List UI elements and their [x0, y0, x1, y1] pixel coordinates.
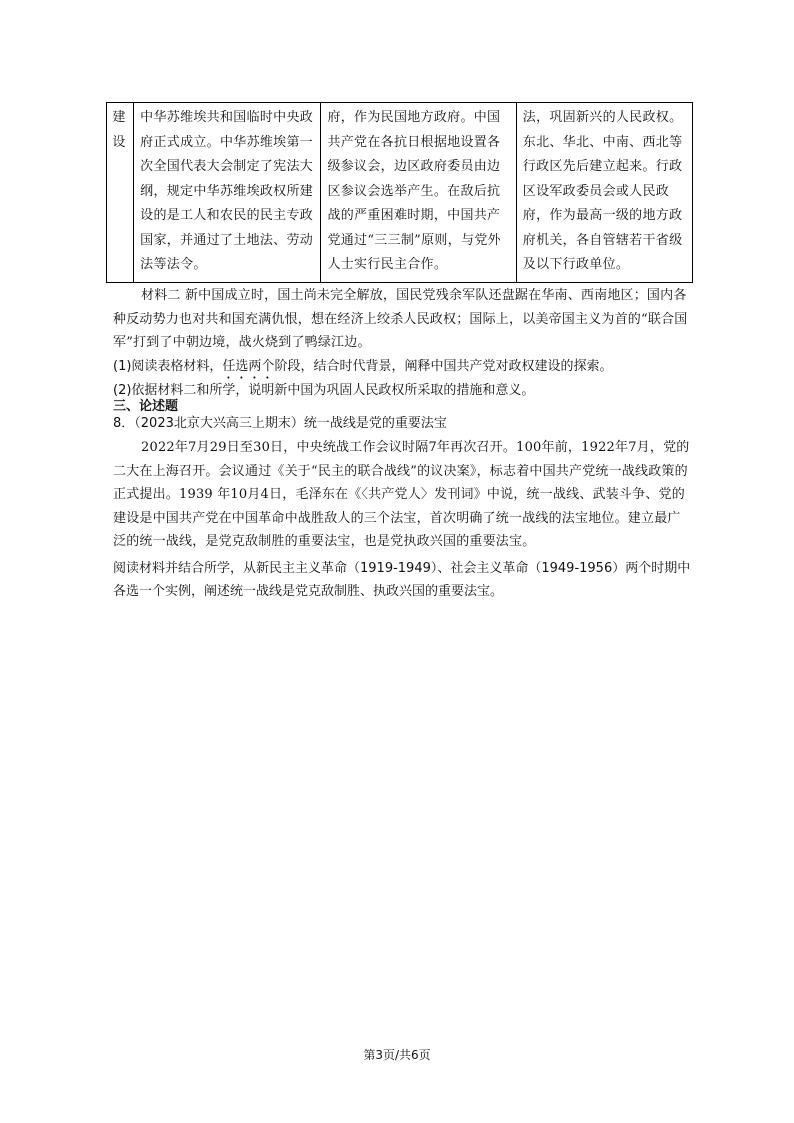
- material-table: [106, 102, 693, 283]
- question-1-emphasis: 任选两个: [222, 359, 275, 374]
- question-2: (2)依据材料二和所学，说明新中国为巩固人民政权所采取的措施和意义。: [113, 383, 535, 398]
- question-8-paragraph: 2022年7月29日至30日，中央统战工作会议时隔7年再次召开。100年前，1922年7月，党的二大在上海召开。会议通过《关于“民主的联合战线”的议决案》，标志着中国共产党统一战线政策的正式提出。1939 年10月4日，毛泽东在《〈共产党人〉发刊词》中说，统一战线、武装斗争、党的建设是中国共产党在中国革命中战胜敌人的三个法宝，首次明确了统一战线的法宝地位。建立最广泛的统一战线，是党克敌制胜的重要法宝，也是党执政兴国的重要法宝。: [113, 440, 690, 549]
- page-footer: 第3页/共6页: [363, 1048, 431, 1062]
- section-heading: 三、论述题: [113, 399, 179, 414]
- cell-text: 府，作为民国地方政府。中国共产党在各抗日根据地设置各级参议会，边区政府委员由边区参议会选举产生。在敌后抗战的严重困难时期，中国共产党通过“三三制”原则，与党外人士实行民主合作。: [327, 110, 501, 272]
- question-8-title: 8．（2023北京大兴高三上期末）统一战线是党的重要法宝: [113, 416, 447, 431]
- row-header-label: 建设: [112, 110, 126, 150]
- material-2-paragraph: 材料二 新中国成立时，国土尚未完全解放，国民党残余军队还盘踞在华南、西南地区；国内各种反动势力也对共和国充满仇恨，想在经济上绞杀人民政权；国际上，以美帝国主义为首的“联合国军”打到了中朝边境，战火烧到了鸭绿江边。: [113, 288, 688, 350]
- table-cell-stage-1: [134, 103, 321, 283]
- cell-text: 法，巩固新兴的人民政权。东北、华北、中南、西北等行政区先后建立起来。行政区设军政委员会或人民政府，作为最高一级的地方政府机关，各自管辖若干省级及以下行政单位。: [522, 110, 683, 272]
- row-header-cell: [107, 103, 134, 283]
- table-cell-stage-2: [321, 103, 516, 283]
- question-1-suffix: 阶段，结合时代背景，阐释中国共产党对政权建设的探索。: [274, 359, 613, 374]
- question-1: [113, 356, 693, 382]
- question-1-prefix: (1)阅读表格材料，: [113, 359, 223, 374]
- table-cell-stage-3: [516, 103, 692, 283]
- question-8-prompt: 阅读材料并结合所学，从新民主主义革命（1919-1949）、社会主义革命（1949-1956）两个时期中各选一个实例，阐述统一战线是党克敌制胜、执政兴国的重要法宝。: [113, 561, 691, 599]
- cell-text: 中华苏维埃共和国临时中央政府正式成立。中华苏维埃第一次全国代表大会制定了宪法大纲，规定中华苏维埃政权所建设的是工人和农民的民主专政国家，并通过了土地法、劳动法等法令。: [140, 110, 314, 272]
- table-row: [107, 103, 693, 283]
